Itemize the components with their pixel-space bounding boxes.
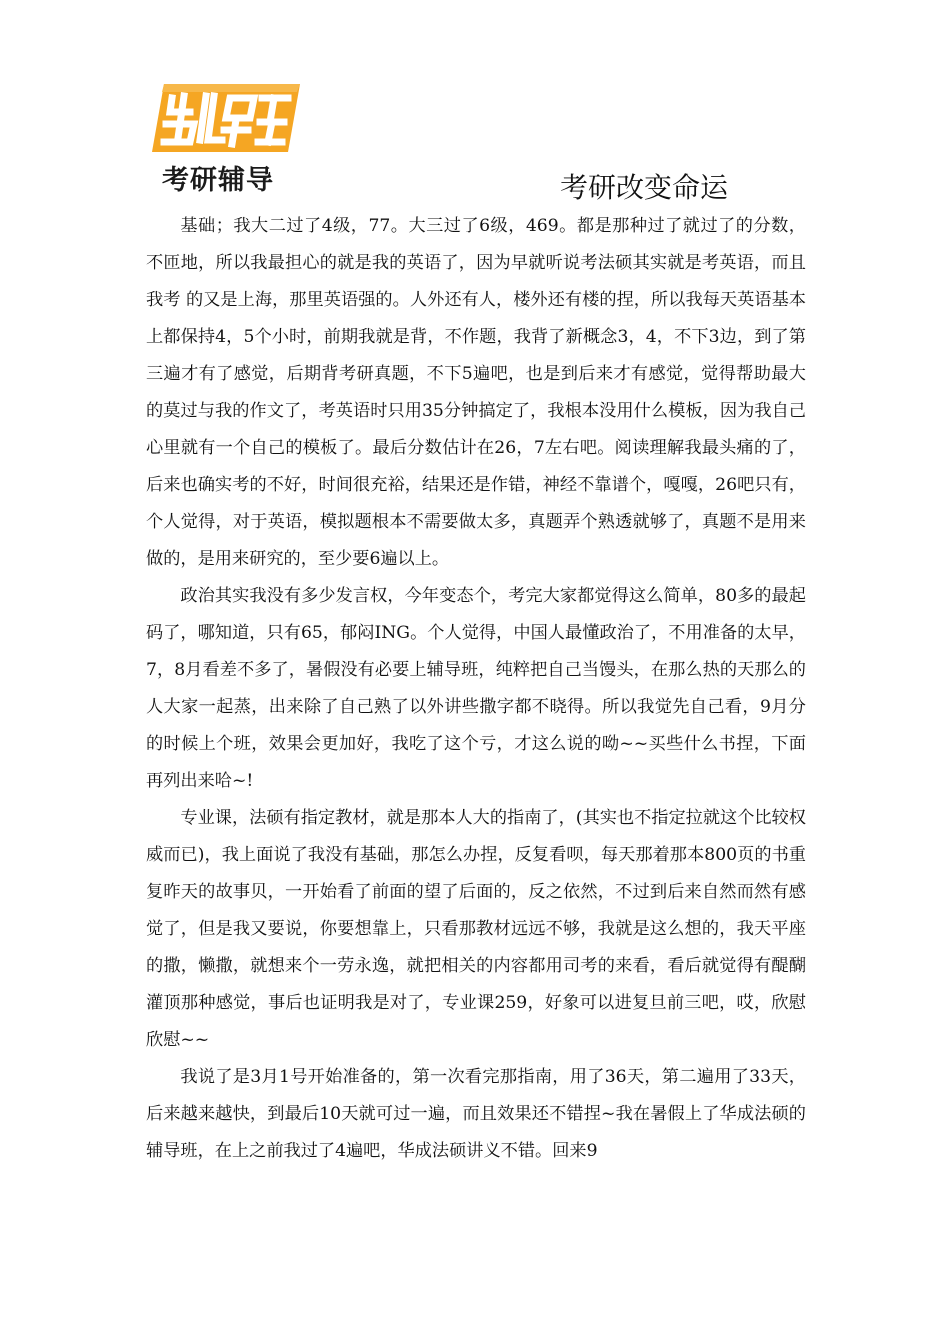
logo-subtitle: 考研辅导 xyxy=(162,165,274,196)
article-body xyxy=(146,208,806,1170)
kaicheng-logo xyxy=(150,78,310,198)
kaicheng-logo-icon xyxy=(150,78,300,158)
document-title: 考研改变命运 xyxy=(560,171,729,204)
paragraph-politics: 政治其实我没有多少发言权，今年变态个，考完大家都觉得这么简单，80多的最起码了，哪知道，只有65，郁闷ING。个人觉得，中国人最懂政治了，不用准备的太早，7，8月看差不多了，暑假没有必要上辅导班，纯粹把自己当馒头，在那么热的天那么的人大家一起蒸，出来除了自己熟了以外讲些撒字都不晓得。所以我觉先自己看，9月分的时候上个班，效果会更加好，我吃了这个亏，才这么说的呦~~买些什么书捏，下面再列出来哈~! xyxy=(146,586,806,791)
paragraph-english: 基础；我大二过了4级，77。大三过了6级，469。都是那种过了就过了的分数，不匝地，所以我最担心的就是我的英语了，因为早就听说考法硕其实就是考英语，而且我考 的又是上海，那里英语强的。人外还有人，楼外还有楼的捏，所以我每天英语基本上都保持4，5个小时，前期我就是背，不作题，我背了新概念3，4，不下3边，到了第三遍才有了感觉，后期背考研真题，不下5遍吧，也是到后来才有感觉，觉得帮助最大的莫过与我的作文了，考英语时只用35分钟搞定了，我根本没用什么模板，因为我自己心里就有一个自己的模板了。最后分数估计在26，7左右吧。阅读理解我最头痛的了，后来也确实考的不好，时间很充裕，结果还是作错，神经不靠谱个，嘎嘎，26吧只有，个人觉得，对于英语，模拟题根本不需要做太多，真题弄个熟透就够了，真题不是用来做的，是用来研究的，至少要6遍以上。 xyxy=(146,216,806,569)
paragraph-schedule: 我说了是3月1号开始准备的，第一次看完那指南，用了36天，第二遍用了33天，后来越来越快，到最后10天就可过一遍，而且效果还不错捏~我在暑假上了华成法硕的辅导班，在上之前我过了4遍吧，华成法硕讲义不错。回来9 xyxy=(146,1067,806,1161)
paragraph-major: 专业课，法硕有指定教材，就是那本人大的指南了，(其实也不指定拉就这个比较权威而已)，我上面说了我没有基础，那怎么办捏，反复看呗，每天那着那本800页的书重复昨天的故事贝，一开始看了前面的望了后面的，反之依然，不过到后来自然而然有感觉了，但是我又要说，你要想靠上，只看那教材远远不够，我就是这么想的，我天平座的撒，懒撒，就想来个一劳永逸，就把相关的内容都用司考的来看，看后就觉得有醍醐灌顶那种感觉，事后也证明我是对了，专业课259，好象可以进复旦前三吧，哎，欣慰欣慰~~ xyxy=(146,808,806,1050)
